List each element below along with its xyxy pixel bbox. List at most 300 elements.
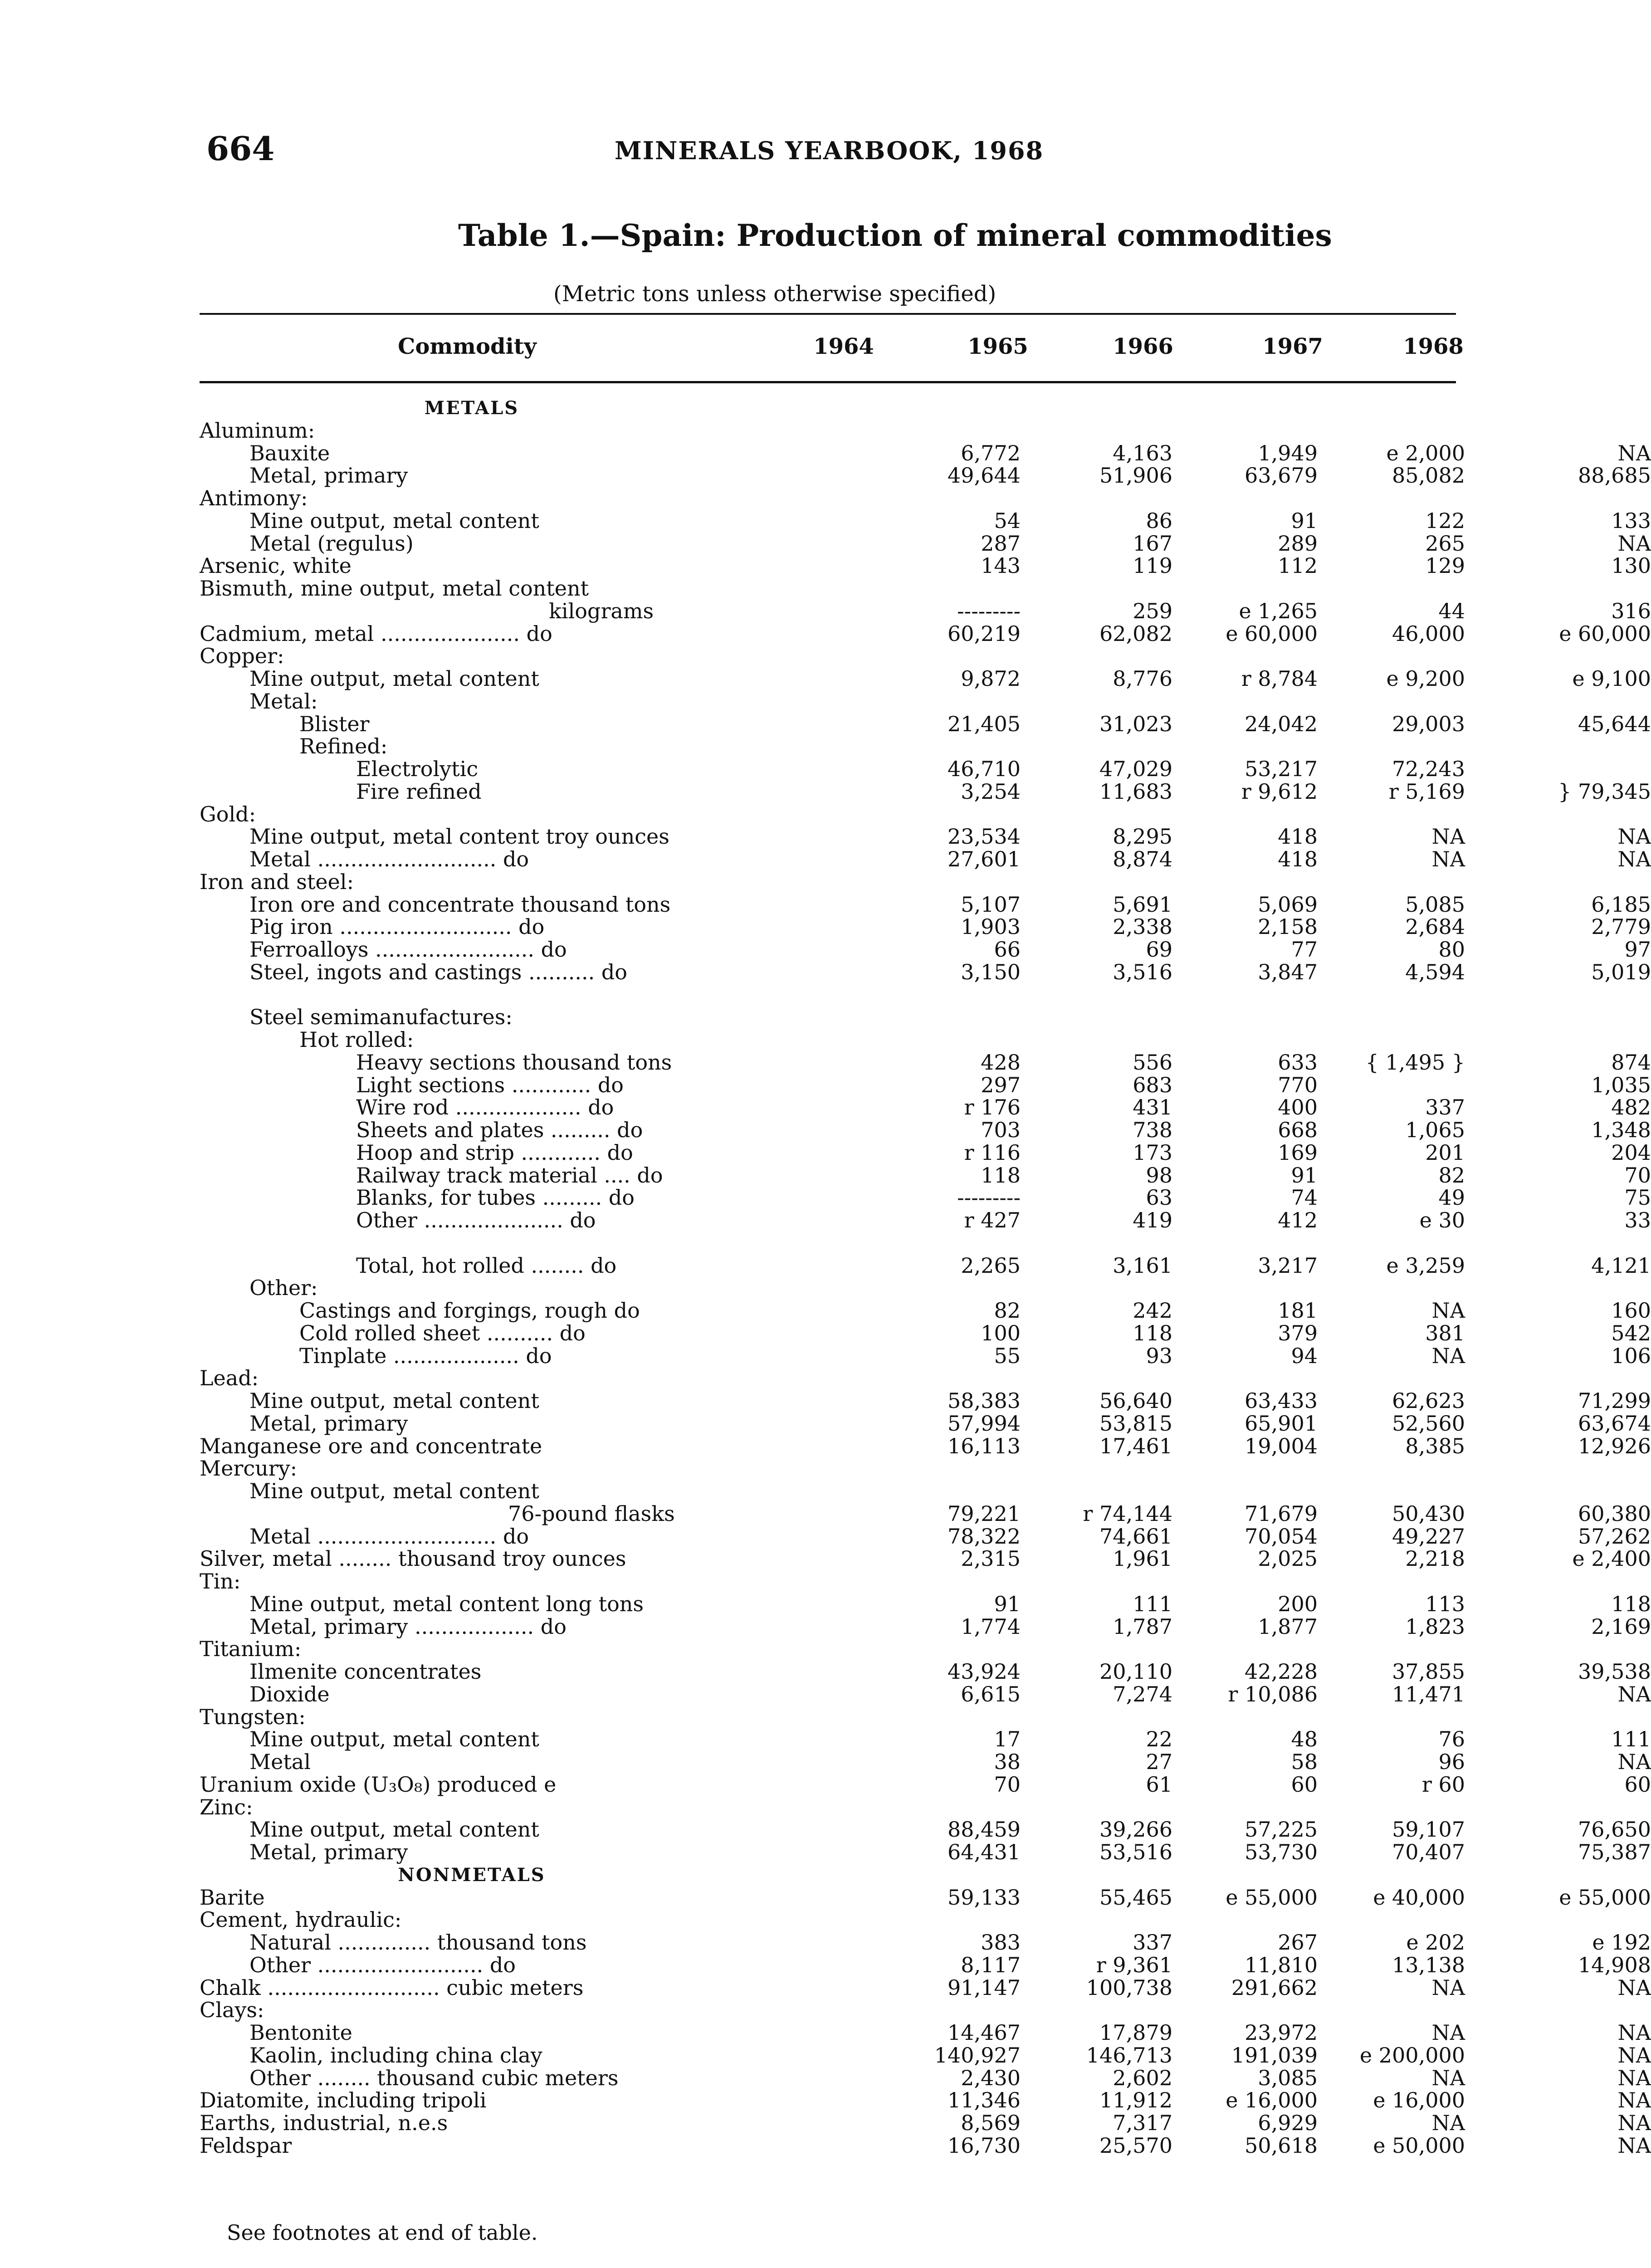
cell-1965: 51,906 (1099, 463, 1172, 488)
table-row (200, 1433, 1651, 1458)
cell-1965: 242 (1133, 1298, 1172, 1323)
cell-1965: 17,461 (1099, 1433, 1172, 1458)
cell-1967: r 5,169 (1388, 779, 1465, 804)
row-label: Copper: (200, 644, 284, 669)
row-label: Iron and steel: (200, 869, 354, 894)
cell-1965: 62,082 (1099, 621, 1172, 646)
cell-1966: r 8,784 (1241, 666, 1318, 691)
row-label: Kaolin, including china clay (249, 2043, 542, 2068)
cell-1968: e 55,000 (1559, 1885, 1651, 1910)
cell-1966: 400 (1278, 1095, 1318, 1120)
cell-1967: 11,471 (1392, 1681, 1465, 1706)
row-label: Mine output, metal content (249, 1817, 539, 1842)
table-row (200, 463, 1651, 488)
cell-1965: 98 (1146, 1163, 1172, 1188)
cell-1966: 63,679 (1245, 463, 1318, 488)
table-row (200, 1975, 1651, 2000)
cell-1967: NA (1431, 2111, 1465, 2135)
cell-1968: 57,262 (1578, 1524, 1651, 1549)
cell-1967: 80 (1438, 937, 1465, 962)
cell-1966: 379 (1278, 1320, 1318, 1345)
row-label: Metal: (249, 689, 318, 714)
column-header-commodity: Commodity (398, 334, 537, 359)
cell-1966: 633 (1278, 1050, 1318, 1075)
table-row (200, 1253, 1651, 1278)
cell-1964: 88,459 (948, 1817, 1021, 1842)
cell-1965: 2,602 (1113, 2065, 1172, 2090)
table-row (200, 598, 1651, 623)
table-row (200, 1909, 1465, 1931)
cell-1968: NA (1617, 2043, 1651, 2068)
cell-1965: 17,879 (1099, 2020, 1172, 2045)
row-label: Electrolytic (356, 757, 479, 781)
cell-1964: 16,730 (948, 2133, 1021, 2158)
row-label: Metal (regulus) (249, 531, 414, 556)
table-row (200, 1185, 1651, 1210)
cell-1967: 85,082 (1392, 463, 1465, 488)
cell-1964: 287 (981, 531, 1021, 556)
table-row (200, 1006, 1465, 1029)
cell-1964: 78,322 (948, 1524, 1021, 1549)
row-label: Pig iron .......................... do (249, 914, 545, 939)
cell-1967: e 16,000 (1373, 2088, 1465, 2113)
cell-1964: 8,569 (961, 2111, 1021, 2135)
cell-1966: 2,158 (1258, 914, 1318, 939)
row-label: Other ..................... do (356, 1208, 596, 1232)
table-row (200, 1999, 1465, 2022)
cell-1967: 1,823 (1405, 1614, 1465, 1639)
table-row (200, 937, 1651, 962)
cell-1964: 23,534 (948, 824, 1021, 849)
table-row (200, 758, 1465, 781)
cell-1966: 181 (1278, 1298, 1318, 1323)
cell-1966: 770 (1278, 1072, 1318, 1097)
column-header-1968: 1968 (1403, 334, 1464, 359)
table-row (200, 1796, 1465, 1819)
cell-1967: 37,855 (1392, 1659, 1465, 1684)
row-label: Lead: (200, 1366, 259, 1391)
cell-1967: e 40,000 (1373, 1885, 1465, 1910)
cell-1967: e 202 (1406, 1930, 1465, 1955)
cell-1968: 75 (1624, 1185, 1651, 1210)
row-label: Earths, industrial, n.e.s (200, 2111, 448, 2135)
row-label: Sheets and plates ......... do (356, 1118, 643, 1142)
cell-1966: 3,085 (1258, 2065, 1318, 2090)
cell-1966: 65,901 (1245, 1411, 1318, 1436)
cell-1964: 9,872 (961, 666, 1021, 691)
cell-1967: NA (1431, 1343, 1465, 1368)
cell-1966: 6,929 (1258, 2111, 1318, 2135)
row-label: Bauxite (249, 440, 330, 465)
table-row (200, 1140, 1651, 1165)
table-row (200, 779, 1651, 804)
cell-1967: NA (1431, 2065, 1465, 2090)
table-row (200, 1480, 1465, 1503)
cell-1965: 11,683 (1099, 779, 1172, 804)
cell-1968: e 2,400 (1572, 1546, 1651, 1571)
cell-1964: 21,405 (948, 711, 1021, 736)
table-row (200, 1885, 1651, 1910)
table-row (200, 1163, 1651, 1188)
table-row (200, 984, 1465, 1007)
row-label: Barite (200, 1885, 265, 1910)
cell-1968: NA (1617, 2133, 1651, 2158)
cell-1964: 118 (981, 1163, 1021, 1188)
cell-1964: 58,383 (948, 1388, 1021, 1413)
column-header-1966: 1966 (1113, 334, 1173, 359)
cell-1964: --------- (957, 1185, 1021, 1210)
table-row (200, 1320, 1651, 1345)
table-row (200, 711, 1651, 736)
table-row (200, 1095, 1651, 1120)
cell-1964: 383 (981, 1930, 1021, 1955)
cell-1966: 42,228 (1245, 1659, 1318, 1684)
cell-1968: NA (1617, 847, 1651, 871)
cell-1966: 57,225 (1245, 1817, 1318, 1842)
cell-1964: 2,430 (961, 2065, 1021, 2090)
row-label: Other ........ thousand cubic meters (249, 2065, 619, 2090)
cell-1965: 47,029 (1099, 757, 1172, 781)
cell-1964: 54 (994, 508, 1021, 533)
cell-1967: 113 (1425, 1591, 1465, 1616)
row-label: Metal ........................... do (249, 1524, 529, 1549)
table-row (200, 1659, 1651, 1684)
cell-1967: NA (1431, 824, 1465, 849)
cell-1966: 169 (1278, 1140, 1318, 1165)
cell-1966: 94 (1291, 1343, 1318, 1368)
cell-1968: 2,779 (1591, 914, 1651, 939)
row-label: Cold rolled sheet .......... do (299, 1320, 586, 1345)
cell-1964: r 427 (964, 1208, 1021, 1232)
row-label: Mercury: (200, 1456, 298, 1481)
cell-1965: 27 (1146, 1750, 1172, 1774)
table-row (200, 1457, 1465, 1480)
row-label: Tungsten: (200, 1704, 306, 1729)
table-row (200, 1050, 1651, 1075)
cell-1965: 119 (1133, 553, 1172, 578)
table-row (200, 871, 1465, 894)
cell-1965: 259 (1133, 598, 1172, 623)
table-row (200, 1208, 1651, 1232)
cell-1968: NA (1617, 2111, 1651, 2135)
cell-1968: 71,299 (1578, 1388, 1651, 1413)
cell-1967: NA (1431, 1975, 1465, 2000)
cell-1968: } 79,345 (1558, 779, 1651, 804)
row-label: Metal, primary (249, 1411, 408, 1436)
cell-1968: 45,644 (1578, 711, 1651, 736)
row-label: Mine output, metal content (249, 1727, 539, 1752)
cell-1965: 556 (1133, 1050, 1172, 1075)
cell-1965: 93 (1146, 1343, 1172, 1368)
cell-1968: 60,380 (1578, 1501, 1651, 1526)
cell-1967: 381 (1425, 1320, 1465, 1345)
row-label: Aluminum: (200, 418, 315, 443)
cell-1964: 49,644 (948, 463, 1021, 488)
cell-1967: NA (1431, 847, 1465, 871)
cell-1967: 2,684 (1405, 914, 1465, 939)
row-label: Uranium oxide (U₃O₈) produced e (200, 1772, 557, 1797)
table-row (200, 690, 1465, 713)
cell-1965: 56,640 (1099, 1388, 1172, 1413)
cell-1965: 53,516 (1099, 1840, 1172, 1864)
row-label: Railway track material .... do (356, 1163, 663, 1188)
cell-1968: 63,674 (1578, 1411, 1651, 1436)
table-row (200, 1681, 1651, 1706)
table-row (200, 531, 1651, 556)
row-label: Steel semimanufactures: (249, 1005, 513, 1030)
cell-1965: 8,295 (1113, 824, 1172, 849)
cell-1965: 25,570 (1099, 2133, 1172, 2158)
cell-1965: 111 (1133, 1591, 1172, 1616)
column-header-1965: 1965 (967, 334, 1028, 359)
cell-1967: e 30 (1419, 1208, 1465, 1232)
cell-1964: 297 (981, 1072, 1021, 1097)
cell-1965: 31,023 (1099, 711, 1172, 736)
cell-1966: 291,662 (1231, 1975, 1318, 2000)
cell-1968: NA (1617, 531, 1651, 556)
row-label: Chalk .......................... cubic meters (200, 1975, 584, 2000)
cell-1967: 29,003 (1392, 711, 1465, 736)
cell-1965: 74,661 (1099, 1524, 1172, 1549)
table-row (200, 824, 1651, 849)
row-label: Cadmium, metal ..................... do (200, 621, 552, 646)
cell-1966: 267 (1278, 1930, 1318, 1955)
cell-1968: 39,538 (1578, 1659, 1651, 1684)
cell-1964: 100 (981, 1320, 1021, 1345)
cell-1965: 3,516 (1113, 959, 1172, 984)
cell-1965: r 9,361 (1096, 1952, 1172, 1977)
table-row (200, 2088, 1651, 2113)
cell-1968: NA (1617, 2088, 1651, 2113)
cell-1964: 14,467 (948, 2020, 1021, 2045)
cell-1964: 57,994 (948, 1411, 1021, 1436)
cell-1967: 4,594 (1405, 959, 1465, 984)
cell-1965: 2,338 (1113, 914, 1172, 939)
cell-1964: 3,150 (961, 959, 1021, 984)
table-row (200, 1930, 1651, 1955)
cell-1968: 2,169 (1591, 1614, 1651, 1639)
table-row (200, 959, 1651, 984)
cell-1965: 39,266 (1099, 1817, 1172, 1842)
cell-1968: 111 (1611, 1727, 1651, 1752)
cell-1966: e 16,000 (1226, 2088, 1318, 2113)
cell-1967: 76 (1438, 1727, 1465, 1752)
cell-1964: r 176 (964, 1095, 1021, 1120)
table-row (200, 1864, 1465, 1887)
cell-1966: r 10,086 (1228, 1681, 1318, 1706)
cell-1968: 88,685 (1578, 463, 1651, 488)
cell-1966: 77 (1291, 937, 1318, 962)
header-rule (200, 381, 1456, 383)
cell-1967: e 200,000 (1359, 2043, 1465, 2068)
row-label: kilograms (549, 598, 654, 623)
cell-1966: 48 (1291, 1727, 1318, 1752)
cell-1964: 5,107 (961, 892, 1021, 917)
cell-1964: 6,772 (961, 440, 1021, 465)
cell-1965: 63 (1146, 1185, 1172, 1210)
table-row (200, 2065, 1651, 2090)
cell-1966: e 55,000 (1226, 1885, 1318, 1910)
row-label: Ilmenite concentrates (249, 1659, 482, 1684)
row-label: Iron ore and concentrate thousand tons (249, 892, 671, 917)
cell-1967: 44 (1438, 598, 1465, 623)
cell-1967: 265 (1425, 531, 1465, 556)
table-row (200, 2133, 1651, 2158)
table-row (200, 1817, 1651, 1842)
table-row (200, 487, 1465, 510)
row-label: Silver, metal ........ thousand troy ounces (200, 1546, 626, 1571)
table-row (200, 1952, 1651, 1977)
row-label: Clays: (200, 1998, 264, 2023)
cell-1965: 55,465 (1099, 1885, 1172, 1910)
table-row (200, 1072, 1651, 1097)
cell-1968: NA (1617, 824, 1651, 849)
cell-1966: 53,730 (1245, 1840, 1318, 1864)
table-row (200, 508, 1651, 533)
cell-1967: 49 (1438, 1185, 1465, 1210)
top-rule (200, 313, 1456, 315)
cell-1964: 1,903 (961, 914, 1021, 939)
cell-1966: 1,949 (1258, 440, 1318, 465)
cell-1968: 5,019 (1591, 959, 1651, 984)
table-row (200, 914, 1651, 939)
cell-1965: 86 (1146, 508, 1172, 533)
cell-1967: 129 (1425, 553, 1465, 578)
cell-1965: 8,874 (1113, 847, 1172, 871)
row-label: Refined: (299, 734, 388, 759)
cell-1968: 130 (1611, 553, 1651, 578)
cell-1966: 412 (1278, 1208, 1318, 1232)
cell-1968: 542 (1611, 1320, 1651, 1345)
table-row (200, 1388, 1651, 1413)
table-row (200, 666, 1651, 691)
cell-1966: 63,433 (1245, 1388, 1318, 1413)
cell-1967: 70,407 (1392, 1840, 1465, 1864)
cell-1964: 60,219 (948, 621, 1021, 646)
cell-1966: 1,877 (1258, 1614, 1318, 1639)
cell-1965: 22 (1146, 1727, 1172, 1752)
row-label: Blister (299, 711, 370, 736)
cell-1965: 8,776 (1113, 666, 1172, 691)
table-row (200, 735, 1465, 758)
cell-1968: 118 (1611, 1591, 1651, 1616)
cell-1967: 62,623 (1392, 1388, 1465, 1413)
cell-1967: 46,000 (1392, 621, 1465, 646)
table-row (200, 621, 1651, 646)
cell-1965: 61 (1146, 1772, 1172, 1797)
table-row (200, 553, 1651, 578)
cell-1968: NA (1617, 1681, 1651, 1706)
cell-1965: 419 (1133, 1208, 1172, 1232)
cell-1968: NA (1617, 440, 1651, 465)
table-row (200, 1029, 1465, 1051)
cell-1968: NA (1617, 2065, 1651, 2090)
cell-1966: 71,679 (1245, 1501, 1318, 1526)
cell-1965: 118 (1133, 1320, 1172, 1345)
cell-1965: 738 (1133, 1118, 1172, 1142)
cell-1966: 289 (1278, 531, 1318, 556)
cell-1966: 24,042 (1245, 711, 1318, 736)
cell-1968: 97 (1624, 937, 1651, 962)
row-label: Diatomite, including tripoli (200, 2088, 487, 2113)
table-body (200, 397, 1651, 2158)
cell-1965: 1,787 (1113, 1614, 1172, 1639)
cell-1966: e 1,265 (1239, 598, 1318, 623)
cell-1967: 50,430 (1392, 1501, 1465, 1526)
cell-1965: 5,691 (1113, 892, 1172, 917)
cell-1966: 91 (1291, 508, 1318, 533)
table-row (200, 1546, 1651, 1571)
cell-1964: 6,615 (961, 1681, 1021, 1706)
cell-1965: 7,274 (1113, 1681, 1172, 1706)
cell-1966: 50,618 (1245, 2133, 1318, 2158)
cell-1965: 167 (1133, 531, 1172, 556)
cell-1966: 3,217 (1258, 1253, 1318, 1278)
row-label: Tinplate ................... do (299, 1343, 552, 1368)
cell-1964: 428 (981, 1050, 1021, 1075)
cell-1964: 140,927 (934, 2043, 1021, 2068)
cell-1967: e 50,000 (1373, 2133, 1465, 2158)
table-row (200, 1772, 1651, 1797)
cell-1964: 91,147 (948, 1975, 1021, 2000)
cell-1964: --------- (957, 598, 1021, 623)
table-row (200, 1638, 1465, 1661)
table-row (200, 577, 1465, 600)
cell-1964: 38 (994, 1750, 1021, 1774)
cell-1968: 1,035 (1591, 1072, 1651, 1097)
footnote: See footnotes at end of table. (227, 2220, 538, 2245)
cell-1964: 2,315 (961, 1546, 1021, 1571)
cell-1968: 133 (1611, 508, 1651, 533)
cell-1966: 70,054 (1245, 1524, 1318, 1549)
row-label: Metal ........................... do (249, 847, 529, 871)
cell-1967: e 3,259 (1386, 1253, 1465, 1278)
table-row (200, 1727, 1651, 1752)
row-label: Steel, ingots and castings .......... do (249, 959, 627, 984)
cell-1967: NA (1431, 1298, 1465, 1323)
cell-1964: 64,431 (948, 1840, 1021, 1864)
row-label: Total, hot rolled ........ do (356, 1253, 617, 1278)
cell-1965: 683 (1133, 1072, 1172, 1097)
cell-1965: 173 (1133, 1140, 1172, 1165)
table-row (200, 2111, 1651, 2135)
cell-1965: 3,161 (1113, 1253, 1172, 1278)
cell-1966: 112 (1278, 553, 1318, 578)
cell-1967: 201 (1425, 1140, 1465, 1165)
table-row (200, 1298, 1651, 1323)
cell-1965: 337 (1133, 1930, 1172, 1955)
cell-1968: 316 (1611, 598, 1651, 623)
row-label: Mine output, metal content (249, 508, 539, 533)
table-row (200, 847, 1651, 871)
cell-1964: 46,710 (948, 757, 1021, 781)
table-row (200, 1706, 1465, 1729)
cell-1966: 668 (1278, 1118, 1318, 1142)
cell-1968: NA (1617, 1750, 1651, 1774)
cell-1964: r 116 (964, 1140, 1021, 1165)
row-label: Zinc: (200, 1794, 253, 1819)
cell-1965: 431 (1133, 1095, 1172, 1120)
row-label: Feldspar (200, 2133, 292, 2158)
row-label: Metal, primary (249, 463, 408, 488)
cell-1965: 20,110 (1099, 1659, 1172, 1684)
cell-1968: 4,121 (1591, 1253, 1651, 1278)
cell-1968: 14,908 (1578, 1952, 1651, 1977)
row-label: Antimony: (200, 486, 308, 510)
table-title: Table 1.—Spain: Production of mineral commodities (458, 218, 1332, 253)
cell-1967: 59,107 (1392, 1817, 1465, 1842)
cell-1964: 1,774 (961, 1614, 1021, 1639)
